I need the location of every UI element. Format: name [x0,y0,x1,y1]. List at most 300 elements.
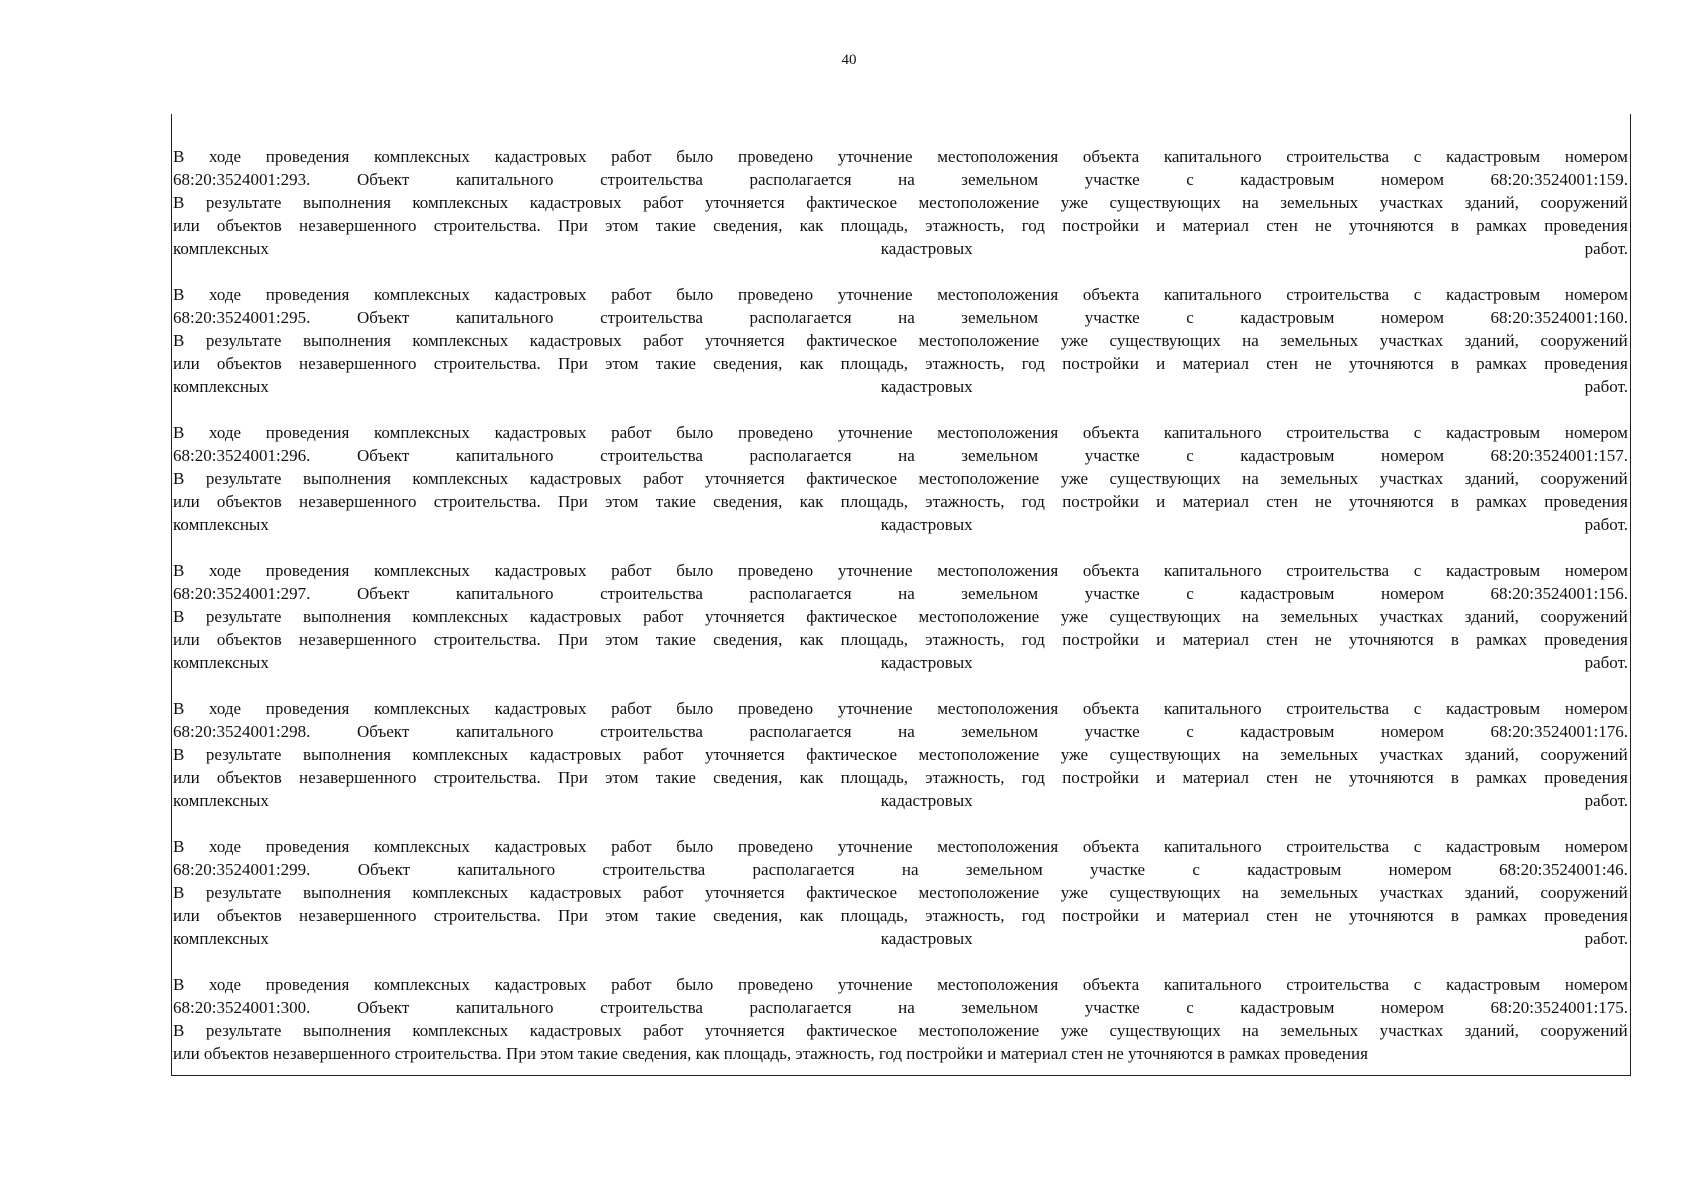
word: номером [1380,170,1444,189]
word: кадастровых [880,929,973,948]
word: участках [1379,883,1444,902]
word: на [898,584,915,603]
word: располагается [749,308,852,327]
word: кадастровых [494,975,587,994]
word: рамках [1476,768,1528,787]
word: строительства [602,860,706,879]
word: земельном [961,584,1039,603]
word: комплексных [173,515,269,534]
word: строительства [1286,975,1390,994]
word: строительства [600,722,703,741]
paragraph-entry [173,145,1628,260]
word: материал [1182,354,1249,373]
word: сооружений [1540,607,1628,626]
word: незавершенного [299,354,417,373]
word: рамках [1476,630,1528,649]
word: фактическое [806,883,898,902]
word: ходе [209,147,242,166]
word: сооружений [1540,883,1628,902]
word: уточняются [1348,216,1434,235]
word: зданий, [1464,469,1519,488]
text-line [173,651,1628,674]
word: сведения, [713,630,783,649]
word: местоположение [918,745,1040,764]
word: как [799,906,824,925]
word: земельных [1280,193,1359,212]
word: постройки [1062,630,1139,649]
word: объектов [216,492,282,511]
word: уточняются [1348,768,1434,787]
word: с [1413,837,1422,856]
word: не [1315,492,1332,511]
word: капитального [1163,975,1262,994]
word: ходе [209,285,242,304]
word: уточняется [704,193,785,212]
word: выполнения [302,1021,391,1040]
word: кадастровым [1446,699,1541,718]
word: было [676,561,714,580]
word: кадастровым [1446,285,1541,304]
word: выполнения [302,607,391,626]
content-table-cell [171,114,1631,1076]
word: кадастровым [1446,561,1541,580]
word: объектов [216,216,282,235]
word: кадастровых [880,239,973,258]
word: существующих [1109,193,1221,212]
text-line [173,467,1628,490]
word: или [173,768,200,787]
word: капитального [455,446,554,465]
word: земельных [1280,745,1359,764]
word: 68:20:3524001:298. [173,722,311,741]
word: работ [643,469,684,488]
word: объектов [216,906,282,925]
word: номером [1564,561,1628,580]
word: площадь, [840,906,909,925]
word: В [173,331,185,350]
word: работ [643,883,684,902]
word: объекта [1082,285,1140,304]
text-line [173,237,1628,260]
word: местоположения [937,285,1059,304]
word: этажность, [925,492,1005,511]
word: фактическое [806,745,898,764]
word: этом [605,216,639,235]
word: капитального [1163,147,1262,166]
word: этажность, [925,216,1005,235]
word: При [558,630,588,649]
word: Объект [357,860,411,879]
word: участках [1379,607,1444,626]
word: кадастровым [1240,998,1335,1017]
word: фактическое [806,469,898,488]
word: кадастровых [880,377,973,396]
word: комплексных [412,331,509,350]
word: год [1021,492,1045,511]
word: кадастровым [1446,423,1541,442]
word: располагается [752,860,855,879]
word: строительства. [433,630,541,649]
word: выполнения [302,331,391,350]
word: земельных [1280,331,1359,350]
word: или [173,492,200,511]
word: на [1242,331,1259,350]
word: кадастровым [1240,584,1335,603]
word: существующих [1109,883,1221,902]
word: комплексных [173,929,269,948]
word: строительства. [433,492,541,511]
word: этом [605,906,639,925]
word: в [1450,630,1459,649]
word: В [173,745,185,764]
word: с [1413,561,1422,580]
word: фактическое [806,193,898,212]
word: кадастровых [880,791,973,810]
word: кадастровых [494,285,587,304]
word: проведения [265,699,350,718]
word: работ. [1584,239,1628,258]
word: такие [655,906,696,925]
word: уточняются [1348,492,1434,511]
word: земельном [961,170,1039,189]
word: уточняется [704,607,785,626]
word: строительства [600,170,703,189]
word: год [1021,354,1045,373]
word: уже [1060,331,1089,350]
word: этажность, [925,354,1005,373]
word: уже [1060,883,1089,902]
word: комплексных [412,469,509,488]
word: уточнение [837,975,913,994]
word: площадь, [840,768,909,787]
word: на [1242,745,1259,764]
word: строительства [1286,285,1390,304]
word: на [898,998,915,1017]
word: комплексных [374,699,470,718]
page-number: 40 [841,52,857,68]
word: уже [1060,193,1089,212]
word: объектов [216,630,282,649]
word: этажность, [925,630,1005,649]
word: не [1315,768,1332,787]
word: площадь, [840,216,909,235]
word: год [1021,906,1045,925]
word: объекта [1082,423,1140,442]
word: уточняется [704,745,785,764]
word: комплексных [374,837,470,856]
word: зданий, [1464,745,1519,764]
word: кадастровых [494,561,587,580]
word: кадастровым [1240,446,1335,465]
text-line [173,697,1628,720]
word: строительства [600,446,703,465]
word: земельном [965,860,1043,879]
text-line [173,306,1628,329]
word: результате [205,607,282,626]
word: капитального [1163,699,1262,718]
word: номером [1564,147,1628,166]
word: Объект [356,722,410,741]
word: В [173,285,185,304]
word: рамках [1476,216,1528,235]
word: с [1413,699,1422,718]
word: В [173,147,185,166]
word: стен [1266,768,1298,787]
word: было [676,147,714,166]
word: работ [643,1021,684,1040]
word: рамках [1476,492,1528,511]
word: с [1186,584,1194,603]
word: земельных [1280,883,1359,902]
word: местоположения [937,147,1059,166]
word: уточнение [837,423,913,442]
word: незавершенного [299,768,417,787]
word: капитального [455,170,554,189]
text-line [173,1019,1628,1042]
word: существующих [1109,1021,1221,1040]
word: комплексных [173,239,269,258]
text-line [173,559,1628,582]
paragraph-entry [173,421,1628,536]
word: выполнения [302,193,391,212]
text-line [173,145,1628,168]
word: В [173,883,185,902]
text-line [173,214,1628,237]
word: кадастровых [529,469,622,488]
text-line [173,973,1628,996]
word: проведения [1544,768,1628,787]
word: работ [611,561,652,580]
word: материал [1182,630,1249,649]
word: год [1021,216,1045,235]
word: результате [205,469,282,488]
word: зданий, [1464,193,1519,212]
word: с [1413,975,1422,994]
word: стен [1266,354,1298,373]
word: постройки [1062,906,1139,925]
word: 68:20:3524001:157. [1490,446,1628,465]
word: комплексных [173,791,269,810]
word: капитального [455,722,554,741]
text-line [173,490,1628,513]
word: выполнения [302,883,391,902]
word: или [173,354,200,373]
word: местоположения [937,561,1059,580]
word: на [1242,883,1259,902]
word: и [1156,906,1166,925]
word: Объект [356,308,410,327]
word: проведения [265,837,350,856]
word: площадь, [840,354,909,373]
word: капитального [455,308,554,327]
word: уточняется [704,469,785,488]
word: уточнение [837,699,913,718]
word: не [1315,630,1332,649]
word: уже [1060,469,1089,488]
word: проведения [265,423,350,442]
text-line [173,352,1628,375]
word: ходе [209,975,242,994]
word: проведено [737,837,814,856]
word: стен [1266,630,1298,649]
word: участке [1084,446,1140,465]
word: В [173,469,185,488]
word: капитального [1163,423,1262,442]
word: номером [1564,423,1628,442]
word: не [1315,216,1332,235]
word: незавершенного [299,906,417,925]
word: строительства. [433,906,541,925]
word: или [173,906,200,925]
word: уточняется [704,1021,785,1040]
text-line [173,904,1628,927]
word: на [898,446,915,465]
word: комплексных [374,147,470,166]
word: работ [643,193,684,212]
word: незавершенного [299,630,417,649]
word: объекта [1082,147,1140,166]
word: фактическое [806,1021,898,1040]
word: проведения [1544,630,1628,649]
word: не [1315,906,1332,925]
word: комплексных [412,1021,509,1040]
word: земельном [961,308,1039,327]
word: постройки [1062,768,1139,787]
word: капитального [1163,561,1262,580]
word: уточняется [704,883,785,902]
word: строительства. [433,768,541,787]
word: сведения, [713,768,783,787]
text-line [173,191,1628,214]
word: с [1413,423,1422,442]
word: результате [205,331,282,350]
word: сведения, [713,492,783,511]
word: комплексных [412,883,509,902]
word: этом [605,768,639,787]
word: 68:20:3524001:156. [1490,584,1628,603]
word: или объектов незавершенного строительства. При этом такие сведения, как площадь, этажность, год постройки и материал стен не уточняются в рамках проведения [173,1044,1368,1063]
text-line [173,605,1628,628]
word: сооружений [1540,1021,1628,1040]
word: кадастровым [1247,860,1342,879]
word: уже [1060,607,1089,626]
word: объектов [216,354,282,373]
word: 68:20:3524001:159. [1490,170,1628,189]
word: зданий, [1464,331,1519,350]
word: комплексных [374,423,470,442]
word: Объект [356,446,410,465]
word: работ [643,331,684,350]
word: в [1450,768,1459,787]
word: строительства [1286,699,1390,718]
word: проведено [737,147,814,166]
word: 68:20:3524001:293. [173,170,311,189]
word: на [1242,1021,1259,1040]
word: В [173,1021,185,1040]
word: и [1156,354,1166,373]
word: в [1450,492,1459,511]
word: уже [1060,745,1089,764]
word: кадастровых [880,515,973,534]
word: кадастровых [880,653,973,672]
word: В [173,837,185,856]
word: кадастровым [1446,837,1541,856]
text-line [173,283,1628,306]
word: зданий, [1464,883,1519,902]
word: работ [643,745,684,764]
word: и [1156,216,1166,235]
word: или [173,630,200,649]
word: местоположение [918,883,1040,902]
word: участке [1084,170,1140,189]
word: на [898,722,915,741]
word: объекта [1082,699,1140,718]
word: было [676,423,714,442]
word: комплексных [374,975,470,994]
word: земельных [1280,1021,1359,1040]
word: было [676,285,714,304]
word: В [173,423,185,442]
word: участках [1379,469,1444,488]
paragraph-entry [173,973,1628,1065]
word: комплексных [374,285,470,304]
word: располагается [749,446,852,465]
word: земельных [1280,607,1359,626]
word: 68:20:3524001:175. [1490,998,1628,1017]
paragraph-entry [173,559,1628,674]
word: местоположения [937,423,1059,442]
word: работ [643,607,684,626]
word: зданий, [1464,607,1519,626]
word: В [173,193,185,212]
word: сведения, [713,906,783,925]
word: В [173,561,185,580]
text-line [173,444,1628,467]
word: номером [1380,584,1444,603]
word: кадастровых [529,883,622,902]
paragraph-entry [173,283,1628,398]
word: проведения [265,975,350,994]
word: кадастровым [1446,147,1541,166]
word: материал [1182,216,1249,235]
word: номером [1380,446,1444,465]
word: строительства [600,308,703,327]
word: на [901,860,919,879]
word: располагается [749,998,852,1017]
word: При [558,906,588,925]
word: кадастровых [529,607,622,626]
word: местоположения [937,837,1059,856]
word: уточняются [1348,630,1434,649]
word: уточняются [1348,354,1434,373]
word: кадастровым [1240,308,1335,327]
word: земельном [961,998,1039,1017]
word: было [676,837,714,856]
text-line [173,881,1628,904]
word: зданий, [1464,1021,1519,1040]
word: участках [1379,193,1444,212]
word: В [173,699,185,718]
word: существующих [1109,745,1221,764]
word: фактическое [806,331,898,350]
word: капитального [1163,285,1262,304]
word: сооружений [1540,745,1628,764]
word: в [1450,906,1459,925]
word: земельных [1280,469,1359,488]
word: работ. [1584,929,1628,948]
word: 68:20:3524001:176. [1490,722,1628,741]
text-line [173,168,1628,191]
